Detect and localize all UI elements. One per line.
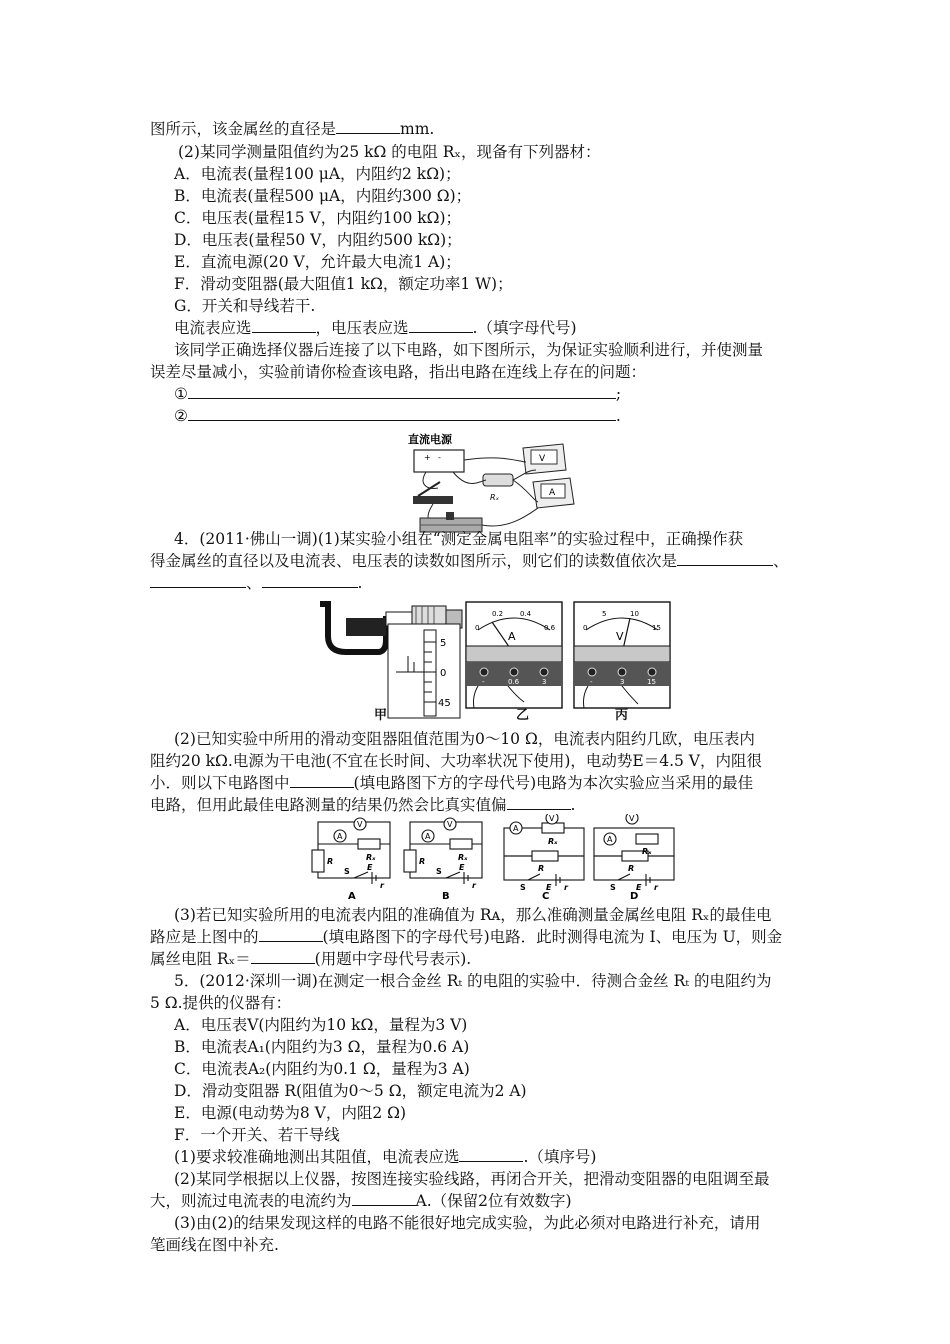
option-e: E．直流电源(20 V，允许最大电流1 A)； — [174, 253, 461, 271]
option-c: C．电压表(量程15 V，内阻约100 kΩ)； — [174, 209, 462, 227]
text: mm. — [400, 120, 435, 138]
rheostat-symbol: R — [628, 864, 635, 873]
answer-blank — [188, 383, 616, 399]
text: 电流表应选 — [174, 319, 252, 337]
text-line: (3)由(2)的结果发现这样的电路不能很好地完成实验，为此必须对电路进行补充，请用 — [174, 1214, 761, 1232]
answer-blank — [290, 772, 354, 788]
text: (1)要求较准确地测出其阻值，电流表应选 — [174, 1148, 460, 1166]
voltmeter-symbol: V — [549, 814, 555, 823]
circuit-label-d: D — [630, 891, 639, 900]
instrument-b: B．电流表A₁(内阻约为3 Ω，量程为0.6 A) — [174, 1038, 470, 1056]
text-line — [150, 794, 575, 816]
text: ② — [174, 407, 188, 425]
text: .（填序号) — [523, 1148, 597, 1166]
switch-symbol: S — [436, 867, 442, 876]
terminal-label: 3 — [620, 678, 625, 686]
rx-symbol: Rₓ — [458, 853, 468, 862]
switch-symbol: S — [344, 867, 350, 876]
text-line — [150, 772, 753, 794]
instrument-f: F．一个开关、若干导线 — [174, 1126, 340, 1144]
switch-symbol: S — [610, 883, 616, 892]
caption-yi: 乙 — [516, 708, 530, 723]
micrometer-label: 5 — [440, 638, 447, 649]
dial-label: 0.6 — [544, 624, 556, 632]
text: 、 — [773, 552, 789, 570]
text: ① — [174, 385, 188, 403]
option-g: G．开关和导线若干. — [174, 297, 316, 315]
internal-resistance-symbol: r — [472, 881, 476, 890]
text-line: 笔画线在图中补充. — [150, 1236, 279, 1254]
answer-blank — [459, 1146, 523, 1162]
answer-blank — [336, 118, 400, 134]
minus-label: - — [438, 453, 441, 462]
answer-blank — [262, 572, 358, 588]
micrometer-label: 0 — [440, 668, 447, 679]
ammeter-symbol: A — [607, 835, 613, 844]
rheostat-symbol: R — [327, 857, 334, 866]
caption-jia: 甲 — [374, 708, 388, 723]
text-line — [150, 118, 434, 140]
option-b: B．电流表(量程500 μA，内阻约300 Ω)； — [174, 187, 472, 205]
ammeter-dial — [466, 602, 562, 708]
text: (填电路图下的字母代号)电路．此时测得电流为 I、电压为 U，则金 — [322, 928, 783, 946]
text: . — [570, 796, 576, 814]
circuit-b — [404, 818, 482, 884]
text-line: (2)某同学测量阻值约为25 kΩ 的电阻 Rₓ，现备有下列器材： — [178, 143, 601, 161]
emf-symbol: E — [636, 883, 642, 892]
instrument-e: E．电源(电动势为8 V，内阻2 Ω) — [174, 1104, 407, 1122]
micrometer-label: 45 — [438, 698, 451, 709]
text-line — [150, 550, 789, 572]
terminal-label: 15 — [647, 678, 656, 686]
text: A.（保留2位有效数字) — [415, 1192, 572, 1210]
answer-blank — [677, 550, 773, 566]
rx-label: Rₓ — [490, 493, 500, 502]
instrument-a: A．电压表V(内阻约为10 kΩ，量程为3 V) — [174, 1016, 468, 1034]
circuit-diagrams-figure — [310, 814, 676, 900]
text: . — [615, 407, 621, 425]
text: 属丝电阻 Rₓ＝ — [150, 950, 251, 968]
dial-label: 0 — [583, 624, 588, 632]
instrument-d: D．滑动变阻器 R(阻值为0～5 Ω，额定电流为2 A) — [174, 1082, 527, 1100]
micrometer — [320, 604, 462, 718]
dial-label: 15 — [652, 624, 661, 632]
text: (用题中字母代号表示). — [314, 950, 472, 968]
circuit-captions — [348, 891, 638, 900]
dial-label: 10 — [630, 610, 639, 618]
caption-bing: 丙 — [615, 708, 629, 723]
dial-label: 5 — [602, 610, 607, 618]
answer-blank — [409, 317, 473, 333]
text: 图所示，该金属丝的直径是 — [150, 120, 337, 138]
text-line: 该同学正确选择仪器后连接了以下电路，如下图所示，为保证实验顺利进行，并使测量 — [174, 341, 764, 359]
text: 、 — [246, 574, 262, 592]
circuit-d — [594, 814, 674, 886]
answer-blank — [252, 317, 316, 333]
answer-blank — [259, 926, 323, 942]
answer-blank — [352, 1190, 416, 1206]
rx-symbol: Rₓ — [548, 837, 558, 846]
internal-resistance-symbol: r — [654, 883, 658, 892]
answer-blank — [150, 572, 246, 588]
rx-symbol: Rₓ — [366, 853, 376, 862]
rx-symbol: Rₓ — [642, 847, 652, 856]
text-line — [174, 405, 621, 427]
voltmeter-dial — [574, 602, 670, 708]
text: 电路，但用此最佳电路测量的结果仍然会比真实值偏 — [150, 796, 507, 814]
switch-symbol: S — [520, 883, 526, 892]
text: (填电路图下方的字母代号)电路为本次实验应当采用的最佳 — [353, 774, 754, 792]
dial-label: 0.2 — [492, 610, 504, 618]
text-line: 阻约20 kΩ.电源为干电池(不宜在长时间、大功率状况下使用)，电动势E＝4.5 V，内阻很 — [150, 752, 763, 770]
instrument-c: C．电流表A₂(内阻约为0.1 Ω，量程为3 A) — [174, 1060, 470, 1078]
text-line — [174, 1146, 596, 1168]
rheostat-symbol: R — [538, 864, 545, 873]
circuit-a — [312, 818, 390, 884]
voltmeter-symbol: V — [357, 820, 363, 829]
text-line — [174, 383, 621, 405]
option-a: A．电流表(量程100 μA，内阻约2 kΩ)； — [174, 165, 461, 183]
text: 得金属丝的直径以及电流表、电压表的读数如图所示，则它们的读数值依次是 — [150, 552, 678, 570]
answer-blank — [188, 405, 616, 421]
terminal-label: 3 — [542, 678, 547, 686]
text: 路应是上图中的 — [150, 928, 259, 946]
amp-label: A — [549, 488, 556, 498]
emf-symbol: E — [367, 863, 373, 872]
text-line: 5．(2012·深圳一调)在测定一根合金丝 Rₜ 的电阻的实验中．待测合金丝 Rₜ 的电阻约为 — [174, 972, 772, 990]
voltmeter — [523, 444, 566, 474]
text-line — [150, 926, 782, 948]
emf-symbol: E — [546, 883, 552, 892]
text-line: 误差尽量减小，实验前请你检查该电路，指出电路在连线上存在的问题： — [150, 363, 647, 381]
ammeter-symbol: A — [425, 832, 431, 841]
text: 大，则流过电流表的电流约为 — [150, 1192, 352, 1210]
plus-label: + — [424, 453, 431, 462]
terminal-label: - — [482, 678, 485, 686]
emf-symbol: E — [459, 863, 465, 872]
circuit-label-b: B — [442, 891, 450, 900]
text: .（填字母代号) — [472, 319, 577, 337]
voltmeter-symbol: V — [629, 814, 635, 823]
internal-resistance-symbol: r — [380, 881, 384, 890]
terminal-label: 0.6 — [508, 678, 520, 686]
answer-blank — [251, 948, 315, 964]
option-f: F．滑动变阻器(最大阻值1 kΩ，额定功率1 W)； — [174, 275, 513, 293]
dc-power-supply — [414, 450, 464, 472]
text-line — [150, 948, 471, 970]
text-line — [150, 572, 362, 594]
text-line: (2)已知实验中所用的滑动变阻器阻值范围为0～10 Ω，电流表内阻约几欧，电压表内 — [174, 730, 755, 748]
meter-letter: V — [616, 630, 624, 643]
text: 小．则以下电路图中 — [150, 774, 290, 792]
figure-title: 直流电源 — [408, 433, 452, 446]
text-line — [150, 1190, 572, 1212]
text-line: 4．(2011·佛山一调)(1)某实验小组在“测定金属电阻率”的实验过程中，正确操作获 — [174, 530, 744, 548]
text: . — [357, 574, 363, 592]
dial-label: 0 — [475, 624, 480, 632]
answer-blank — [507, 794, 571, 810]
dial-label: 0.4 — [520, 610, 532, 618]
instrument-readings-figure — [312, 596, 682, 720]
internal-resistance-symbol: r — [564, 883, 568, 892]
meter-letter: A — [508, 630, 516, 643]
ammeter-symbol: A — [337, 832, 343, 841]
terminal-label: - — [590, 678, 593, 686]
switch — [413, 482, 453, 504]
circuit-label-c: C — [542, 891, 550, 900]
text-line: (2)某同学根据以上仪器，按图连接实验线路，再闭合开关，把滑动变阻器的电阻调至最 — [174, 1170, 770, 1188]
ammeter — [533, 478, 574, 508]
rheostat-symbol: R — [419, 857, 426, 866]
voltmeter-symbol: V — [447, 820, 453, 829]
circuit-label-a: A — [348, 891, 356, 900]
text-line: (3)若已知实验所用的电流表内阻的准确值为 Rᴀ，那么准确测量金属丝电阻 Rₓ的最佳电 — [174, 906, 772, 924]
text: ; — [615, 385, 622, 403]
option-d: D．电压表(量程50 V，内阻约500 kΩ)； — [174, 231, 462, 249]
volt-label: V — [539, 454, 546, 464]
resistor-rx — [483, 474, 513, 502]
ammeter-symbol: A — [513, 824, 519, 833]
text-line — [174, 317, 577, 339]
text-line: 5 Ω.提供的仪器有： — [150, 994, 292, 1012]
text: ，电压表应选 — [315, 319, 409, 337]
